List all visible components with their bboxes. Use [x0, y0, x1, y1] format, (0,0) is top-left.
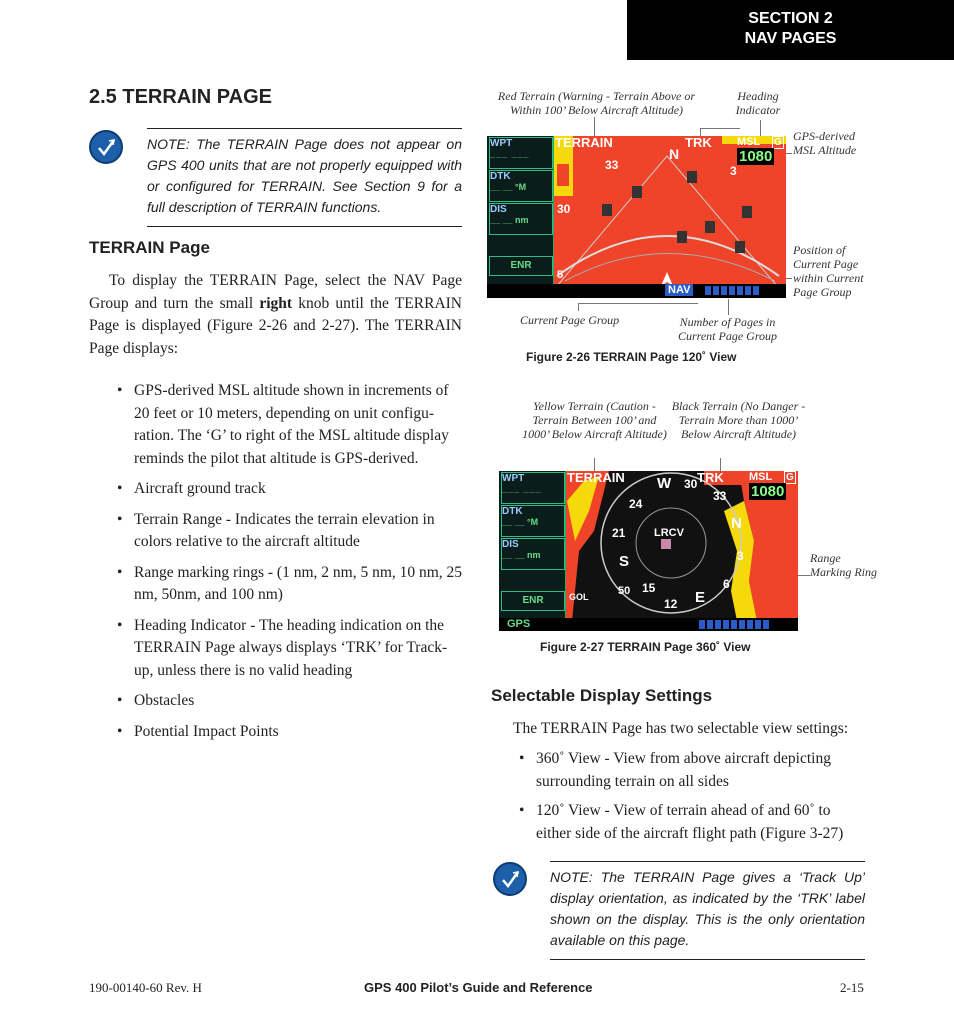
list-item: • Potential Impact Points: [114, 721, 464, 744]
note-track-up: [550, 861, 865, 960]
page-indicator-boxes: [699, 620, 769, 629]
data-panel: [487, 136, 554, 298]
callout-yellow-terrain: Yellow Terrain (Caution - Terrain Between 100’ and 1000’ Below Aircraft Altitude): [522, 399, 667, 441]
compass-label: 15: [642, 581, 656, 595]
section-name: NAV PAGES: [744, 30, 837, 47]
field-label: WPT: [502, 473, 525, 484]
msl-altitude: 1080: [739, 148, 773, 165]
enr-field: ENR: [501, 591, 565, 611]
dis-field: DIS __ __ nm: [501, 538, 565, 570]
page-indicator-boxes: [705, 286, 760, 295]
callout-num-pages: Number of Pages in Current Page Group: [677, 315, 778, 343]
page-group-label: GPS: [507, 618, 531, 630]
ring-label: 3: [730, 164, 737, 178]
trk-label: TRK: [697, 471, 724, 485]
unit: n: [527, 550, 533, 560]
msl-altitude: 1080: [751, 483, 785, 500]
section-header: [627, 0, 954, 60]
note-terrain-availability: [147, 128, 462, 227]
unit: °: [515, 182, 519, 192]
compass-label: N: [731, 515, 742, 532]
footer-doc-number: 190-00140-60 Rev. H: [89, 980, 202, 995]
wpt-field: WPT ___ ___: [489, 137, 553, 169]
figure-caption: Figure 2-26 TERRAIN Page 120˚ View: [526, 350, 737, 364]
unit: M: [530, 517, 539, 527]
dis-field: DIS __ __ nm: [489, 203, 553, 235]
page-group-label: NAV: [665, 284, 693, 296]
page-title: 2.5 TERRAIN PAGE: [89, 86, 272, 108]
unit: m: [532, 550, 541, 560]
dtk-field: DTK __ __ °M: [489, 170, 553, 202]
screen-title: TERRAIN: [567, 471, 625, 485]
field-label: DIS: [490, 204, 507, 215]
section-number: SECTION 2: [748, 10, 833, 27]
view-settings-list: [516, 748, 866, 845]
range-label: 50: [618, 585, 631, 597]
data-panel: [499, 471, 566, 631]
compass-label: 30: [684, 477, 698, 491]
callout-current-group: Current Page Group: [520, 313, 620, 327]
field-label: DTK: [502, 506, 523, 517]
ring-label: N: [669, 146, 680, 162]
enr-field: ENR: [489, 256, 553, 276]
compass-label: W: [657, 475, 672, 492]
compass-label: 12: [664, 597, 678, 611]
terrain-screen-360: [499, 471, 798, 631]
list-item: • Aircraft ground track: [114, 478, 464, 501]
callout-gps-msl: GPS-derived MSL Altitude: [793, 129, 857, 157]
intro-bold-word: right: [259, 294, 293, 312]
page-group-bar: [487, 284, 786, 298]
gps-g-indicator: G: [786, 472, 794, 483]
callout-red-terrain: Red Terrain (Warning - Terrain Above or Within 100’ Below Aircraft Altitude): [497, 89, 696, 117]
callout-page-position: Position of Current Page within Current Page Group: [793, 243, 864, 299]
footer-guide-title: GPS 400 Pilot’s Guide and Reference: [364, 980, 593, 995]
unit: m: [520, 215, 529, 225]
compass-label: S: [619, 553, 630, 570]
displays-list: [114, 380, 464, 743]
note-text: NOTE: The TERRAIN Page gives a ‘Track Up’ display orientation, as indicated by the ‘TRK’ label shown on the display. This is the only orientation available on this page.: [550, 869, 865, 948]
note-icon: [493, 862, 527, 896]
dtk-field: DTK __ __ °M: [501, 505, 565, 537]
gps-g-indicator: G: [774, 137, 782, 148]
unit: n: [515, 215, 521, 225]
figure-caption: Figure 2-27 TERRAIN Page 360˚ View: [540, 640, 751, 654]
gol-label: GOL: [569, 592, 589, 602]
selectable-settings-heading: Selectable Display Settings: [491, 686, 713, 705]
leader-line: [700, 128, 740, 129]
terrain-page-heading: TERRAIN Page: [89, 238, 210, 257]
range-label: 5: [557, 269, 564, 281]
trk-label: TRK: [685, 136, 712, 150]
intro-text: To display the TERRAIN Page, select the NAV Page Group and turn the small: [89, 272, 462, 312]
leader-line: [578, 303, 698, 304]
field-label: WPT: [490, 138, 513, 149]
note-icon: [89, 130, 123, 164]
list-item: • 120˚ View - View of terrain ahead of and 60˚ to either side of the aircraft flight path (Figure 3-27): [516, 800, 866, 845]
compass-label: 33: [713, 489, 727, 503]
leader-line: [728, 299, 729, 315]
terrain-screen-120: [487, 136, 786, 298]
screen-title: TERRAIN: [555, 136, 613, 150]
ring-label: 30: [557, 202, 571, 216]
note-text: NOTE: The TERRAIN Page does not appear on GPS 400 units that are not properly equipped with or configured for TERRAIN. See Section 9 for a full description of TERRAIN functions.: [147, 136, 462, 215]
list-item: • 360˚ View - View from above aircraft depicting surrounding terrain on all sides: [516, 748, 866, 793]
wpt-field: WPT ___ ___: [501, 472, 565, 504]
compass-label: 3: [737, 549, 744, 563]
callout-black-terrain: Black Terrain (No Danger - Terrain More than 1000’ Below Aircraft Altitude): [671, 399, 806, 441]
intro-text-rest: knob until the TERRAIN Page is displayed (Figure 2-26 and 2-27). The TERRAIN Page displays:: [89, 294, 462, 357]
msl-label: MSL: [749, 471, 773, 483]
intro-paragraph: [89, 270, 462, 360]
footer-page-number: 2-15: [840, 980, 864, 995]
msl-label: MSL: [737, 136, 761, 148]
list-item: • Terrain Range - Indicates the terrain elevation in colors relative to the aircraft altitude: [114, 509, 464, 554]
compass-label: 21: [612, 526, 626, 540]
compass-label: E: [695, 589, 706, 606]
list-item: • Heading Indicator - The heading indication on the TERRAIN Page always displays ‘TRK’ for Track-up, unless there is no valid heading: [114, 615, 464, 683]
selectable-intro: The TERRAIN Page has two selectable view settings:: [513, 720, 849, 737]
list-item: • Range marking rings - (1 nm, 2 nm, 5 nm, 10 nm, 25 nm, 50nm, and 100 nm): [114, 562, 464, 607]
unit: °: [527, 517, 531, 527]
compass-label: 6: [723, 577, 730, 591]
callout-heading-indicator: Heading Indicator: [735, 89, 781, 117]
list-item: • Obstacles: [114, 690, 464, 713]
page-group-bar: [499, 618, 798, 631]
leader-line: [578, 303, 579, 311]
ring-label: 33: [605, 158, 619, 172]
callout-range-ring: Range Marking Ring: [810, 551, 877, 579]
field-label: DTK: [490, 171, 511, 182]
field-label: DIS: [502, 539, 519, 550]
list-item: • GPS-derived MSL altitude shown in increments of 20 feet or 10 meters, depending on unit configu-ration. The ‘G’ to right of the MSL altitude display reminds the pilot that altitude is GPS-derived.: [114, 380, 464, 470]
unit: M: [518, 182, 527, 192]
waypoint-label: LRCV: [654, 527, 684, 539]
compass-label: 24: [629, 497, 643, 511]
